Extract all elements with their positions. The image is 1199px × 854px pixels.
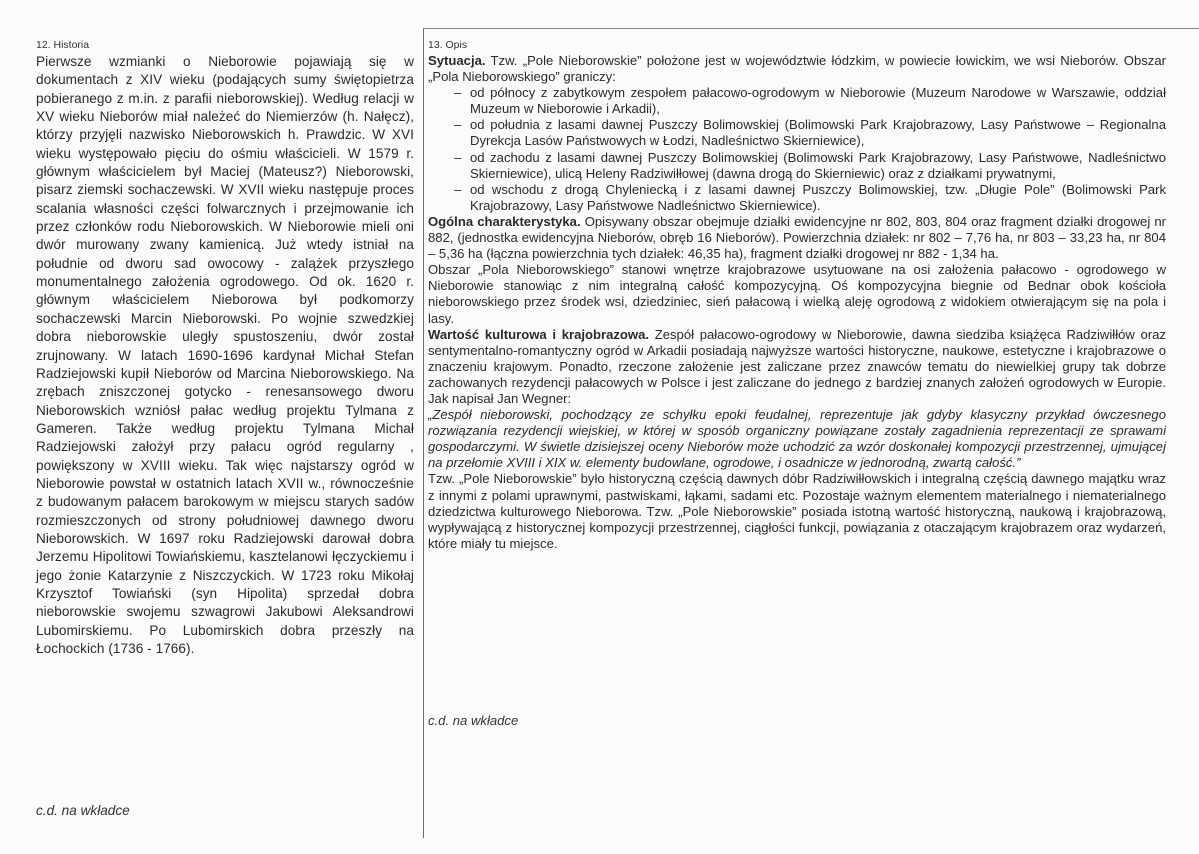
- top-rule: [423, 28, 1199, 29]
- description-body: [428, 53, 1166, 552]
- situation-paragraph: [428, 53, 1166, 85]
- history-continued-note: c.d. na wkładce: [36, 803, 130, 818]
- list-item: [428, 117, 1166, 149]
- value-text: Zespół pałacowo-ogrodowy w Nieborowie, dawna siedziba książęca Radziwiłłów oraz sentymentalno-romantyczny ogród w Arkadii posiadają najwyższe wartości historyczne, naukowe, estetyczne i krajobrazowe o znaczeniu krajowym. Ponadto, rzeczone założenie jest zaliczane przez znawców tematu do niewielkiej grupy tak dobrze zachowanych rezydencji pałacowych w Polsce i jest zaliczane do jednego z bardziej znanych założeń ogrodowych w Europie. Jak napisał Jan Wegner:: [428, 326, 1166, 406]
- description-section: [428, 39, 1166, 552]
- wegner-quote: „Zespół nieborowski, pochodzący ze schyłku epoki feudalnej, reprezentuje jak gdyby klasyczny przykład ówczesnego rozwiązania rezydencji wiejskiej, w której w sposób organiczny powiązane zostały zagadnienia reprezentacji ze sprawami gospodarczymi. W świetle dzisiejszej oceny Nieborów może uchodzić za wzór doskonałej kompozycji przestrzennej, ujmującej na przełomie XVIII i XIX w. elementy budowlane, ogrodowe, i osadnicze w jednorodną, zwartą całość.”: [428, 407, 1166, 471]
- history-section: [36, 39, 414, 658]
- situation-text: Tzw. „Pole Nieborowskie” położone jest w województwie łódzkim, w powiecie łowickim, we wsi Nieborów. Obszar „Pola Nieborowskiego” graniczy:: [428, 53, 1166, 85]
- axis-paragraph: Obszar „Pola Nieborowskiego” stanowi wnętrze krajobrazowe usytuowane na osi założenia pałacowo - ogrodowego w Nieborowie stanowiąc z nim integralną całość kompozycyjną. Oś kompozycyjna biegnie od Bednar obok kościoła nieborowskiego przez środek wsi, dziedziniec, sień pałacową i wielką aleję ogrodową z widokiem otwierającym się na pola i lasy.: [428, 262, 1166, 326]
- value-paragraph: [428, 327, 1166, 407]
- bullet-dash: –: [454, 181, 462, 197]
- value-label: Wartość kulturowa i krajobrazowa.: [428, 326, 650, 342]
- border-east: od wschodu z drogą Chyleniecką i z lasami dawnej Puszczy Bolimowskiej, tzw. „Długie Pole” (Bolimowski Park Krajobrazowy, Lasy Państwowe Nadleśnictwo Skierniewice).: [470, 181, 1166, 213]
- general-paragraph: [428, 214, 1166, 262]
- description-heading: 13. Opis: [428, 39, 468, 51]
- list-item: [428, 182, 1166, 214]
- border-south: od południa z lasami dawnej Puszczy Bolimowskiej (Bolimowski Park Krajobrazowy, Lasy Państwowe – Regionalna Dyrekcja Lasów Państwowych w Łodzi, Nadleśnictwo Skierniewice),: [470, 117, 1166, 149]
- list-item: [428, 150, 1166, 182]
- bullet-dash: –: [454, 85, 462, 101]
- bullet-dash: –: [454, 117, 462, 133]
- borders-list: [428, 85, 1166, 214]
- general-label: Ogólna charakterystyka.: [428, 213, 581, 229]
- list-item: [428, 85, 1166, 117]
- history-heading: 12. Historia: [36, 39, 90, 51]
- border-west: od zachodu z lasami dawnej Puszczy Bolimowskiej (Bolimowski Park Krajobrazowy, Lasy Państwowe, Nadleśnictwo Skierniewice), ulicą Heleny Radziwiłłowej (dawna drogą do Skierniewic) oraz z działkami prywatnymi,: [470, 149, 1166, 181]
- bullet-dash: –: [454, 149, 462, 165]
- description-continued-note: c.d. na wkładce: [428, 713, 519, 728]
- situation-label: Sytuacja.: [428, 53, 486, 68]
- border-north: od północy z zabytkowym zespołem pałacowo-ogrodowym w Nieborowie (Muzeum Narodowe w Warszawie, oddział Muzeum w Nieborowie i Arkadii),: [470, 85, 1166, 117]
- column-divider: [423, 28, 424, 838]
- general-text: Opisywany obszar obejmuje działki ewidencyjne nr 802, 803, 804 oraz fragment działki drogowej nr 882, (jednostka ewidencyjna Nieborów, obręb 16 Nieborów). Powierzchnia działek: nr 802 – 7,76 ha, nr 803 – 33,23 ha, nr 804 – 5,36 ha (łączna powierzchnia tych działek: 46,35 ha), fragment działki drogowej nr 882 - 1,34 ha.: [428, 213, 1166, 262]
- closing-paragraph: Tzw. „Pole Nieborowskie” było historyczną częścią dawnych dóbr Radziwiłłowskich i integralną częścią dawnego majątku wraz z innymi z polami uprawnymi, pastwiskami, łąkami, sadami etc. Pozostaje ważnym elementem materialnego i niematerialnego dziedzictwa kulturowego Nieborowa. Tzw. „Pole Nieborowskie” posiada istotną wartość historyczną, naukową i krajobrazową, wypływającą z historycznej kompozycji przestrzennej, ciągłości funkcji, powiązania z otaczającym krajobrazem oraz wydarzeń, które miały tu miejsce.: [428, 471, 1166, 551]
- history-text: Pierwsze wzmianki o Nieborowie pojawiają się w dokumentach z XIV wieku (podających sumy świętopietrza pobieranego z m.in. z parafii nieborowskiej). Według relacji w XV wieku Nieborów miał należeć do Niemierzów (h. Nałęcz), którzy przyjęli nazwisko Nieborowskich h. Prawdzic. W XVI wieku występowało pięciu do ośmiu właścicieli. W 1579 r. głównym właścicielem był Maciej (Mateusz?) Nieborowski, pisarz ziemski sochaczewski. W XVII wieku następuje proces scalania własności części folwarcznych i przejmowanie ich przez członków rodu Nieborowskich. W Nieborowie mieli oni dwór murowany zwany kamienicą. Już wtedy istniał na południe od dworu sad owocowy - zalążek przyszłego monumentalnego założenia ogrodowego. Od ok. 1620 r. głównym właścicielem Nieborowa był podkomorzy sochaczewski Marcin Nieborowski. Po wojnie szwedzkiej dobra nieborowskie uległy spustoszeniu, dwór został zrujnowany. W latach 1690-1696 kardynał Michał Stefan Radziejowski kupił Nieborów od Marcina Nieborowskiego. Na zrębach zniszczonej gotycko - renesansowego dworu Nieborowskich wzniósł pałac według projektu Tylmana z Gameren. Także według projektu Tylmana Michał Radziejowski założył przy pałacu ogród regularny , powiększony w XVIII wieku. Tak więc najstarszy ogród w Nieborowie powstał w ostatnich latach XVII w., równocześnie z budowanym pałacem barokowym w miejscu starych sadów rozmieszczonych od strony południowej dawnego dworu Nieborowskich. W 1697 roku Radziejowski darował dobra Jerzemu Hipolitowi Towiańskiemu, kasztelanowi łęczyckiemu i jego żonie Katarzynie z Niszczyckich. W 1723 roku Mikołaj Krzysztof Towiański (syn Hipolita) sprzedał dobra nieborowskie swojemu szwagrowi Jakubowi Aleksandrowi Lubomirskiemu. Po Lubomirskich dobra przeszły na Łochockich (1736 - 1766).: [36, 54, 414, 656]
